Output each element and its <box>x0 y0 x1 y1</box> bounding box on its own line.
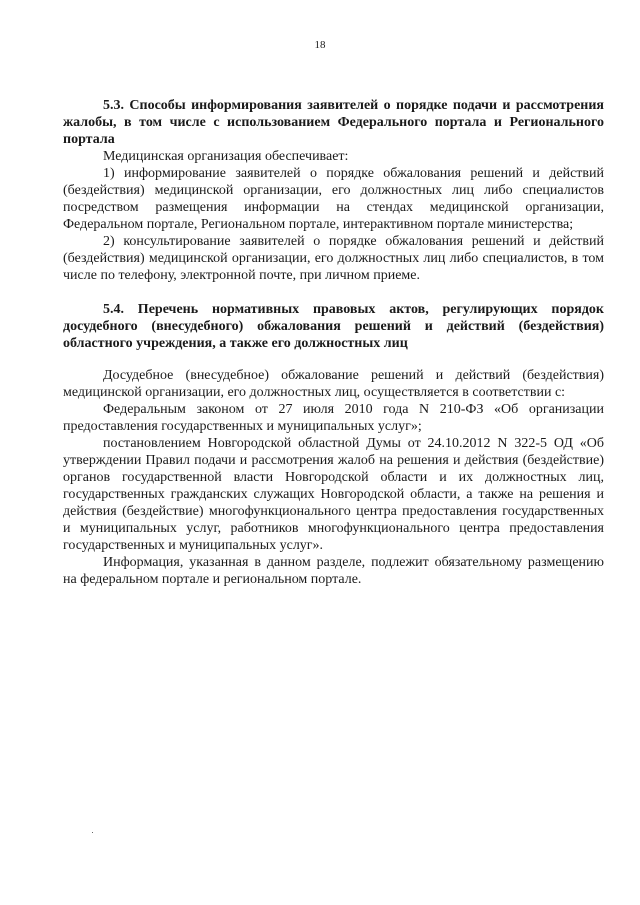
section-5-3-item-1: 1) информирование заявителей о порядке обжалования решений и действий (бездействия) медицинской организации, его должностных лиц либо специалистов посредством размещения информации на стендах медицинской организации, Федеральном портале, Региональном портале, интерактивном портале министерства; <box>63 166 604 232</box>
section-5-4-paragraph-4: Информация, указанная в данном разделе, подлежит обязательному размещению на федеральном портале и региональном портале. <box>63 555 604 587</box>
section-5-4-paragraph-3: постановлением Новгородской областной Думы от 24.10.2012 N 322-5 ОД «Об утверждении Правил подачи и рассмотрения жалоб на решения и действия (бездействие) органов государственной власти Новгородской области и их должностных лиц, государственных гражданских служащих Новгородской области, а также на решения и действия (бездействие) многофункционального центра предоставления государственных и муниципальных услуг, работников многофункционального центра предоставления государственных и муниципальных услуг». <box>63 436 604 553</box>
section-5-3-item-2: 2) консультирование заявителей о порядке обжалования решений и действий (бездействия) медицинской организации, его должностных лиц либо специалистов, в том числе по телефону, электронной почте, при личном приеме. <box>63 234 604 283</box>
scan-speck <box>92 832 93 833</box>
section-5-4-paragraph-1: Досудебное (внесудебное) обжалование решений и действий (бездействия) медицинской организации, его должностных лиц, осуществляется в соответствии с: <box>63 368 604 400</box>
section-spacer <box>63 284 604 301</box>
page-content <box>63 97 604 588</box>
section-5-4-paragraph-2: Федеральным законом от 27 июля 2010 года N 210-ФЗ «Об организации предоставления государственных и муниципальных услуг»; <box>63 402 604 434</box>
section-5-4-heading: 5.4. Перечень нормативных правовых актов, регулирующих порядок досудебного (внесудебного) обжалования решений и действий (бездействия) областного учреждения, а также его должностных лиц <box>63 302 604 351</box>
section-5-3-intro: Медицинская организация обеспечивает: <box>103 149 349 164</box>
page-number: 18 <box>314 39 326 51</box>
section-spacer <box>63 352 604 367</box>
section-5-3-heading: 5.3. Способы информирования заявителей о порядке подачи и рассмотрения жалобы, в том числе с использованием Федерального портала и Регионального портала <box>63 98 604 147</box>
